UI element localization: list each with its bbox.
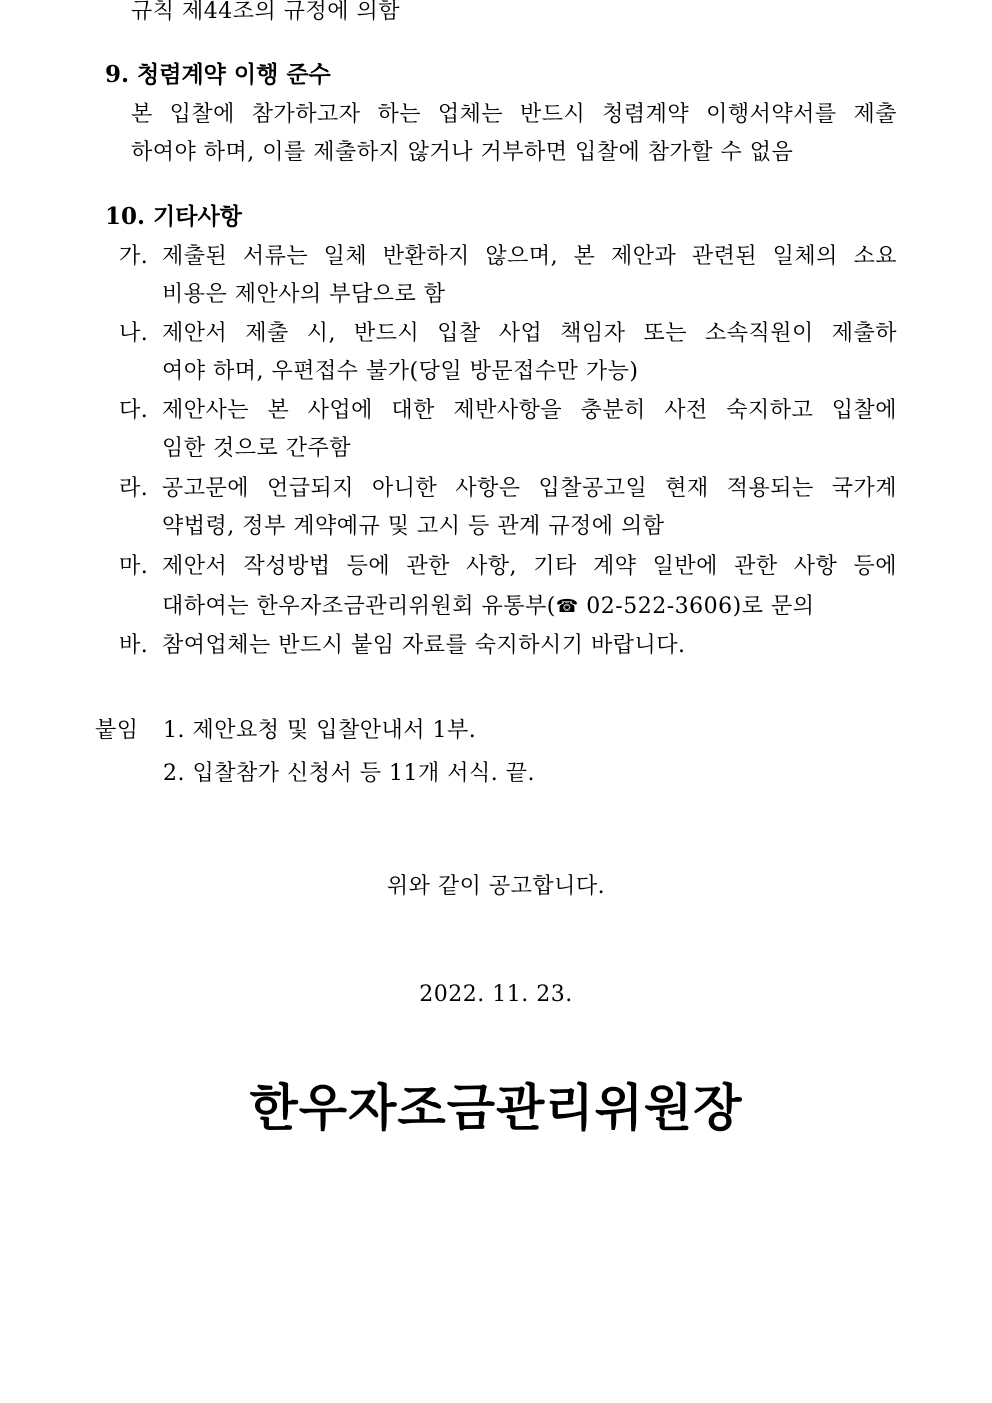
issue-date: 2022. 11. 23. <box>419 982 573 1007</box>
section-10-heading: 10. 기타사항 <box>105 203 242 230</box>
item-na <box>162 320 897 348</box>
item-marker: 나. <box>119 321 149 346</box>
item-ba-line-1: 참여업체는 반드시 붙임 자료를 숙지하시기 바랍니다. <box>162 633 686 658</box>
item-ra-line-2: 약법령, 정부 계약예규 및 고시 등 관계 규정에 의함 <box>162 514 665 539</box>
item-da-line-1: 제안사는 본 사업에 대한 제반사항을 충분히 사전 숙지하고 입찰에 <box>162 398 897 423</box>
item-ra-line-1: 공고문에 언급되지 아니한 사항은 입찰공고일 현재 적용되는 국가계 <box>162 476 897 501</box>
item-marker: 다. <box>119 398 149 423</box>
attachment-label: 붙임 <box>95 718 139 743</box>
item-marker: 바. <box>119 633 149 658</box>
continuation-text: 규칙 제44조의 규정에 의함 <box>131 0 400 24</box>
item-ga <box>162 243 897 271</box>
section-9-line-2: 하여야 하며, 이를 제출하지 않거나 거부하면 입찰에 참가할 수 없음 <box>131 140 794 165</box>
item-ra <box>162 475 897 503</box>
item-ga-line-1: 제출된 서류는 일체 반환하지 않으며, 본 제안과 관련된 일체의 소요 <box>162 244 897 269</box>
item-marker: 마. <box>119 554 149 579</box>
item-ma-line-1: 제안서 작성방법 등에 관한 사항, 기타 계약 일반에 관한 사항 등에 <box>162 554 897 579</box>
item-ma-line-2-prefix: 대하여는 한우자조금관리위원회 유통부( <box>162 594 556 619</box>
section-9-heading: 9. 청렴계약 이행 준수 <box>105 61 331 88</box>
item-ma-line-2-suffix: 02-522-3606)로 문의 <box>578 594 815 619</box>
item-da-line-2: 임한 것으로 간주함 <box>162 436 352 461</box>
item-ga-line-2: 비용은 제안사의 부담으로 함 <box>162 282 446 307</box>
item-ma-line-2 <box>162 593 814 621</box>
closing-statement: 위와 같이 공고합니다. <box>386 874 606 899</box>
attachment-item-1: 1. 제안요청 및 입찰안내서 1부. <box>163 718 477 743</box>
item-na-line-1: 제안서 제출 시, 반드시 입찰 사업 책임자 또는 소속직원이 제출하 <box>162 321 897 346</box>
section-9-line-1: 본 입찰에 참가하고자 하는 업체는 반드시 청렴계약 이행서약서를 제출 <box>131 102 897 127</box>
phone-icon: ☎ <box>555 596 579 617</box>
item-marker: 가. <box>119 244 149 269</box>
attachment-item-2: 2. 입찰참가 신청서 등 11개 서식. 끝. <box>163 761 535 786</box>
item-na-line-2: 여야 하며, 우편접수 불가(당일 방문접수만 가능) <box>162 359 639 384</box>
item-da <box>162 397 897 425</box>
section-9-paragraph <box>131 101 897 129</box>
issuer-title: 한우자조금관리위원장 <box>249 1078 743 1137</box>
item-ma <box>162 553 897 581</box>
item-marker: 라. <box>119 476 149 501</box>
